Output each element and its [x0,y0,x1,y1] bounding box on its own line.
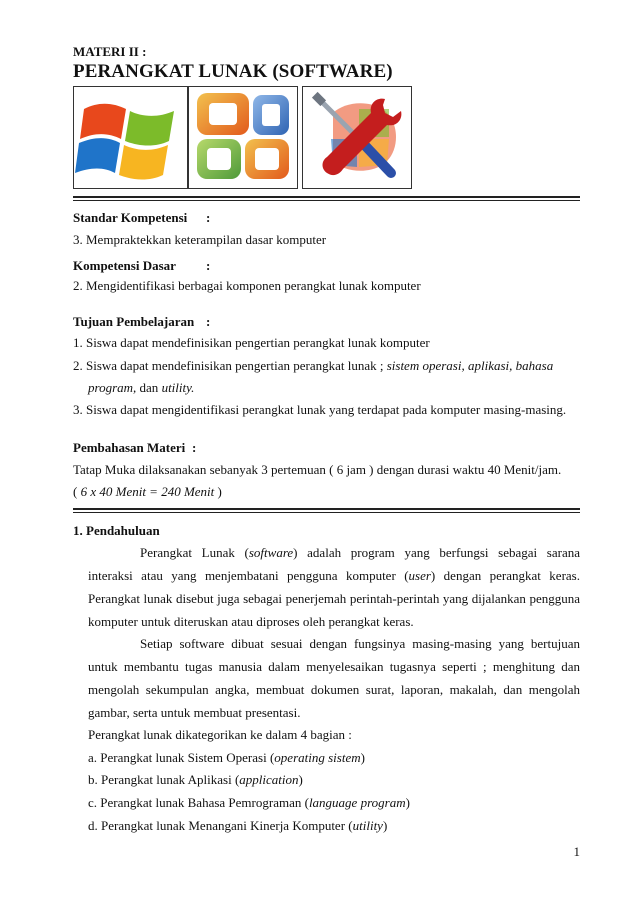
sk-colon: : [206,210,211,225]
windows-logo-icon [74,87,187,188]
p2-line-3: mengolah sekumpulan angka, membuat dokumen surat, laporan, makalah, dan mengolah [88,682,580,697]
tools-icon [303,87,411,188]
p1-line-3: Perangkat lunak disebut juga sebagai penerjemah perintah-perintah yang dijalankan pengguna [88,591,580,606]
materi-label: MATERI II : [73,44,147,59]
p1-line-2: interaksi atau yang menjembatani pengguna komputer (user) dengan perangkat keras. [88,568,580,583]
windows-logo-image [73,86,188,189]
sk-text: 3. Mempraktekkan keterampilan dasar komputer [73,232,327,247]
p2-line-1: Setiap software dibuat sesuai dengan fungsinya masing-masing yang bertujuan [140,636,580,651]
tujuan-item-3: 3. Siswa dapat mengidentifikasi perangkat lunak yang terdapat pada komputer masing-masing. [73,402,567,417]
p1-line-1: Perangkat Lunak (software) adalah program yang berfungsi sebagai sarana [140,545,580,560]
list-item: b. Perangkat lunak Aplikasi (application) [88,772,303,787]
p2-line-2: untuk membantu tugas manusia dalam menyelesaikan tugasnya seperti ; menghitung dan [88,659,580,674]
tujuan-colon: : [206,314,211,329]
office-logo-image [188,86,298,189]
section-divider [73,508,580,510]
tujuan-item-2: 2. Siswa dapat mendefinisikan pengertian perangkat lunak ; sistem operasi, aplikasi, bahasa [73,358,554,373]
list-item: d. Perangkat lunak Menangani Kinerja Komputer (utility) [88,818,388,833]
p1-line-4: komputer untuk diteruskan atau diproses oleh perangkat keras. [88,614,414,629]
list-item: c. Perangkat lunak Bahasa Pemrograman (language program) [88,795,410,810]
office-logo-icon [189,87,297,188]
kd-label: Kompetensi Dasar [73,258,176,273]
page-title: PERANGKAT LUNAK (SOFTWARE) [73,61,393,82]
tools-image [302,86,412,189]
sk-label: Standar Kompetensi [73,210,188,225]
page-number: 1 [573,844,580,859]
p2-line-4: gambar, serta untuk membuat presentasi. [88,705,301,720]
p3-line: Perangkat lunak dikategorikan ke dalam 4 bagian : [88,727,352,742]
list-item: a. Perangkat lunak Sistem Operasi (operating sistem) [88,750,365,765]
header-divider [73,196,580,198]
pembahasan-label: Pembahasan Materi [73,440,186,455]
pembahasan-line-1: Tatap Muka dilaksanakan sebanyak 3 pertemuan ( 6 jam ) dengan durasi waktu 40 Menit/jam. [73,462,562,477]
tujuan-item-2-cont: program, dan utility. [88,380,195,395]
pembahasan-line-2: ( 6 x 40 Menit = 240 Menit ) [73,484,222,499]
pembahasan-colon: : [192,440,197,455]
tujuan-label: Tujuan Pembelajaran [73,314,195,329]
tujuan-item-1: 1. Siswa dapat mendefinisikan pengertian perangkat lunak komputer [73,335,430,350]
kd-colon: : [206,258,211,273]
pendahuluan-heading: 1. Pendahuluan [73,523,160,538]
kd-text: 2. Mengidentifikasi berbagai komponen perangkat lunak komputer [73,278,421,293]
